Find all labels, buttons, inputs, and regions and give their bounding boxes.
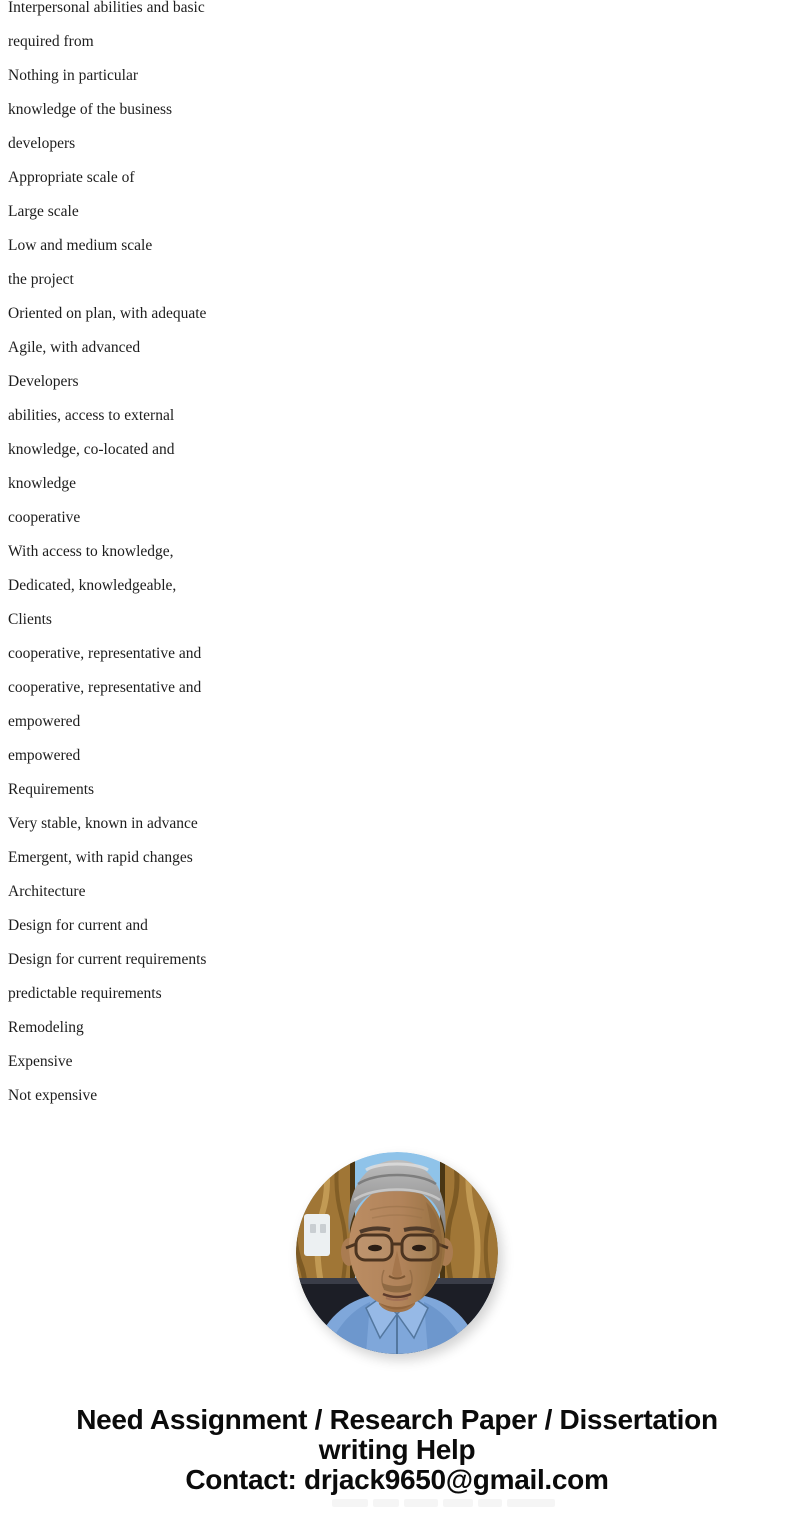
watermark-block xyxy=(404,1499,438,1507)
text-line: cooperative, representative and xyxy=(8,645,202,662)
man-portrait-photo xyxy=(296,1152,498,1354)
footer-heading-line2: writing Help xyxy=(318,1434,476,1465)
text-line: Architecture xyxy=(8,883,86,900)
text-line: knowledge, co-located and xyxy=(8,441,175,458)
text-line: Remodeling xyxy=(8,1019,84,1036)
text-line: required from xyxy=(8,33,94,50)
text-line: Clients xyxy=(8,611,52,628)
text-line: cooperative, representative and xyxy=(8,679,202,696)
text-line: developers xyxy=(8,135,76,152)
text-line: Emergent, with rapid changes xyxy=(8,849,193,866)
text-line: knowledge xyxy=(8,475,77,492)
text-line: predictable requirements xyxy=(8,985,162,1002)
text-line: empowered xyxy=(8,713,81,730)
text-line: Large scale xyxy=(8,203,79,220)
text-line: Very stable, known in advance xyxy=(8,815,198,832)
text-line: Low and medium scale xyxy=(8,237,153,254)
text-line: Not expensive xyxy=(8,1087,98,1104)
text-line: cooperative xyxy=(8,509,81,526)
text-line: Requirements xyxy=(8,781,95,798)
text-line: Oriented on plan, with adequate xyxy=(8,305,207,322)
text-line: Dedicated, knowledgeable, xyxy=(8,577,177,594)
text-line: With access to knowledge, xyxy=(8,543,174,560)
faint-watermark xyxy=(332,1499,555,1507)
text-line: empowered xyxy=(8,747,81,764)
footer-contact-email: Contact: drjack9650@gmail.com xyxy=(185,1464,609,1495)
watermark-block xyxy=(478,1499,502,1507)
text-line: Appropriate scale of xyxy=(8,169,135,186)
text-line: the project xyxy=(8,271,74,288)
text-line: abilities, access to external xyxy=(8,407,175,424)
text-line: Interpersonal abilities and basic xyxy=(8,0,205,16)
text-line: Nothing in particular xyxy=(8,67,138,84)
text-line: Agile, with advanced xyxy=(8,339,141,356)
text-line: Design for current requirements xyxy=(8,951,207,968)
comparison-text-column xyxy=(8,0,206,1113)
text-line: Design for current and xyxy=(8,917,148,934)
watermark-block xyxy=(443,1499,473,1507)
watermark-block xyxy=(373,1499,399,1507)
footer-heading-line1: Need Assignment / Research Paper / Dissertation xyxy=(76,1404,718,1435)
text-line: knowledge of the business xyxy=(8,101,173,118)
text-line: Developers xyxy=(8,373,79,390)
portrait-photo-illustration xyxy=(296,1152,498,1354)
footer-banner xyxy=(0,1405,794,1495)
text-line: Expensive xyxy=(8,1053,73,1070)
watermark-block xyxy=(507,1499,555,1507)
watermark-block xyxy=(332,1499,368,1507)
